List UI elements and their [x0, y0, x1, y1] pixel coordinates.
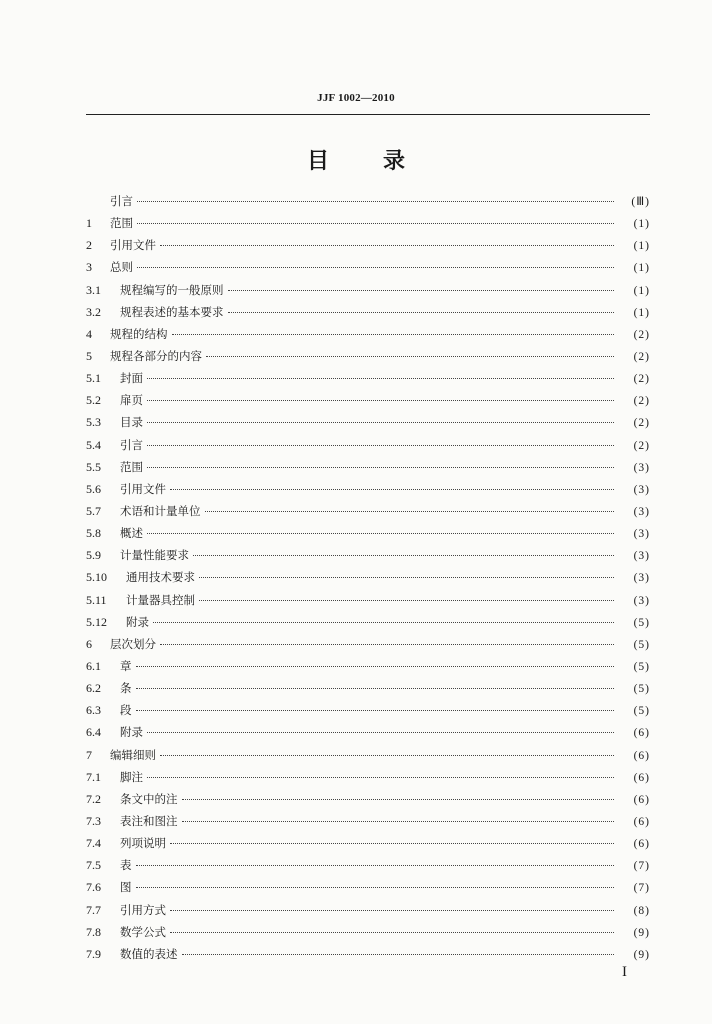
- toc-entry-page: (6): [633, 727, 650, 740]
- table-of-contents: [86, 190, 650, 965]
- toc-entry[interactable]: [86, 921, 650, 943]
- toc-entry-title: 引言: [110, 194, 133, 208]
- toc-entry-page: (3): [633, 572, 650, 585]
- toc-entry[interactable]: [86, 389, 650, 411]
- toc-entry-title: 表注和图注: [120, 813, 178, 828]
- dot-leader: [206, 355, 614, 357]
- dot-leader: [147, 399, 614, 401]
- toc-entry-title: 规程各部分的内容: [110, 348, 202, 363]
- toc-entry[interactable]: [86, 212, 650, 234]
- toc-entry-page: (1): [633, 306, 650, 319]
- toc-entry-number: 6.3: [86, 703, 101, 718]
- toc-entry[interactable]: [86, 655, 650, 677]
- title-char-right: 录: [383, 149, 406, 174]
- dot-leader: [193, 554, 614, 556]
- toc-entry-title: 规程表述的基本要求: [120, 304, 224, 319]
- toc-entry-number: 6: [86, 636, 92, 651]
- toc-entry[interactable]: [86, 323, 650, 345]
- toc-entry-number: 1: [86, 216, 92, 231]
- dot-leader: [160, 244, 614, 246]
- toc-entry-title: 数学公式: [120, 924, 166, 939]
- toc-entry[interactable]: [86, 876, 650, 898]
- toc-entry[interactable]: [86, 301, 650, 323]
- toc-entry-number: 2: [86, 238, 92, 253]
- toc-entry-page: (5): [633, 660, 650, 673]
- toc-entry-page: (3): [633, 483, 650, 496]
- toc-entry-page: (Ⅲ): [631, 196, 650, 208]
- toc-entry-number: 5: [86, 348, 92, 363]
- toc-entry-title: 编辑细则: [110, 747, 156, 762]
- toc-entry-page: (7): [633, 882, 650, 895]
- toc-entry-title: 引言: [120, 437, 143, 452]
- toc-entry-page: (6): [633, 838, 650, 851]
- page-number: I: [622, 964, 627, 980]
- toc-entry-title: 目录: [120, 415, 143, 430]
- dot-leader: [205, 510, 615, 512]
- toc-entry-number: 7.2: [86, 791, 101, 806]
- toc-entry-number: 5.7: [86, 503, 101, 518]
- toc-entry-number: 3.1: [86, 282, 101, 297]
- toc-entry-number: 6.1: [86, 658, 101, 673]
- toc-entry[interactable]: [86, 190, 650, 212]
- toc-entry[interactable]: [86, 810, 650, 832]
- dot-leader: [137, 222, 614, 224]
- toc-entry-title: 术语和计量单位: [120, 503, 201, 518]
- toc-entry-page: (2): [633, 417, 650, 430]
- toc-entry[interactable]: [86, 699, 650, 721]
- dot-leader: [147, 444, 614, 446]
- toc-entry[interactable]: [86, 478, 650, 500]
- toc-entry-page: (3): [633, 594, 650, 607]
- toc-entry-page: (6): [633, 749, 650, 762]
- toc-entry-title: 层次划分: [110, 636, 156, 651]
- dot-leader: [170, 931, 614, 933]
- toc-entry-number: 7.8: [86, 924, 101, 939]
- toc-entry-page: (3): [633, 461, 650, 474]
- dot-leader: [170, 488, 614, 490]
- toc-entry[interactable]: [86, 589, 650, 611]
- toc-entry-number: 5.1: [86, 371, 101, 386]
- toc-entry-number: 7.3: [86, 813, 101, 828]
- toc-entry-title: 范围: [120, 459, 143, 474]
- document-code: JJF 1002—2010: [317, 92, 395, 104]
- toc-entry-page: (3): [633, 550, 650, 563]
- toc-entry-title: 总则: [110, 260, 133, 275]
- toc-entry-page: (2): [633, 350, 650, 363]
- toc-entry-number: 5.5: [86, 459, 101, 474]
- toc-entry-title: 附录: [120, 725, 143, 740]
- toc-entry-title: 附录: [126, 614, 149, 629]
- toc-entry-number: 7: [86, 747, 92, 762]
- toc-entry[interactable]: [86, 788, 650, 810]
- toc-entry-page: (2): [633, 395, 650, 408]
- toc-entry[interactable]: [86, 367, 650, 389]
- toc-entry-title: 章: [120, 658, 132, 673]
- page-title: [0, 144, 712, 175]
- toc-entry-page: (2): [633, 373, 650, 386]
- toc-entry[interactable]: [86, 611, 650, 633]
- toc-entry-number: 5.2: [86, 393, 101, 408]
- toc-entry-number: 3.2: [86, 304, 101, 319]
- dot-leader: [137, 200, 614, 202]
- toc-entry-page: (9): [633, 926, 650, 939]
- toc-entry[interactable]: [86, 434, 650, 456]
- dot-leader: [182, 820, 615, 822]
- dot-leader: [160, 643, 614, 645]
- toc-entry-page: (1): [633, 218, 650, 231]
- toc-entry-title: 段: [120, 703, 132, 718]
- toc-entry-title: 条文中的注: [120, 791, 178, 806]
- toc-entry-title: 范围: [110, 216, 133, 231]
- toc-entry[interactable]: [86, 566, 650, 588]
- toc-entry-title: 规程编写的一般原则: [120, 282, 224, 297]
- toc-entry-page: (6): [633, 815, 650, 828]
- toc-entry-number: 5.3: [86, 415, 101, 430]
- toc-entry[interactable]: [86, 345, 650, 367]
- toc-entry-page: (5): [633, 705, 650, 718]
- dot-leader: [136, 864, 615, 866]
- dot-leader: [147, 377, 614, 379]
- toc-entry-title: 计量器具控制: [126, 592, 195, 607]
- toc-entry-title: 引用文件: [120, 481, 166, 496]
- toc-entry-number: 7.6: [86, 880, 101, 895]
- toc-entry-title: 封面: [120, 371, 143, 386]
- dot-leader: [228, 289, 615, 291]
- toc-entry-page: (6): [633, 771, 650, 784]
- toc-entry-number: 5.6: [86, 481, 101, 496]
- toc-entry-page: (6): [633, 793, 650, 806]
- toc-entry[interactable]: [86, 832, 650, 854]
- toc-entry-number: 7.9: [86, 946, 101, 961]
- toc-entry-title: 条: [120, 681, 132, 696]
- header-rule: [86, 114, 650, 115]
- toc-entry[interactable]: [86, 633, 650, 655]
- toc-entry-number: 4: [86, 326, 92, 341]
- toc-entry-title: 脚注: [120, 769, 143, 784]
- toc-entry-page: (5): [633, 638, 650, 651]
- toc-entry-number: 6.2: [86, 681, 101, 696]
- dot-leader: [153, 621, 614, 623]
- toc-entry[interactable]: [86, 943, 650, 965]
- dot-leader: [136, 886, 615, 888]
- dot-leader: [182, 953, 615, 955]
- dot-leader: [147, 466, 614, 468]
- dot-leader: [182, 798, 615, 800]
- toc-entry-title: 规程的结构: [110, 326, 168, 341]
- toc-entry[interactable]: [86, 899, 650, 921]
- dot-leader: [136, 687, 615, 689]
- toc-entry[interactable]: [86, 456, 650, 478]
- toc-entry-page: (2): [633, 439, 650, 452]
- toc-entry[interactable]: [86, 522, 650, 544]
- dot-leader: [199, 576, 614, 578]
- toc-entry-number: 7.4: [86, 836, 101, 851]
- toc-entry[interactable]: [86, 234, 650, 256]
- dot-leader: [160, 754, 614, 756]
- dot-leader: [199, 599, 614, 601]
- toc-entry[interactable]: [86, 500, 650, 522]
- toc-entry-number: 5.10: [86, 570, 107, 585]
- toc-entry-page: (1): [633, 284, 650, 297]
- toc-entry[interactable]: [86, 854, 650, 876]
- dot-leader: [136, 709, 615, 711]
- toc-entry-number: 7.1: [86, 769, 101, 784]
- title-char-left: 目: [306, 149, 329, 174]
- toc-entry[interactable]: [86, 677, 650, 699]
- toc-entry-number: 5.4: [86, 437, 101, 452]
- toc-entry-page: (9): [633, 948, 650, 961]
- dot-leader: [170, 842, 614, 844]
- toc-entry[interactable]: [86, 279, 650, 301]
- toc-entry[interactable]: [86, 744, 650, 766]
- dot-leader: [147, 731, 614, 733]
- dot-leader: [147, 776, 614, 778]
- dot-leader: [147, 532, 614, 534]
- toc-entry-page: (7): [633, 860, 650, 873]
- toc-entry-page: (2): [633, 328, 650, 341]
- toc-entry-title: 列项说明: [120, 836, 166, 851]
- toc-entry-title: 引用文件: [110, 238, 156, 253]
- dot-leader: [170, 909, 614, 911]
- toc-entry-page: (8): [633, 904, 650, 917]
- toc-entry-title: 通用技术要求: [126, 570, 195, 585]
- toc-entry-number: 3: [86, 260, 92, 275]
- toc-entry-page: (5): [633, 683, 650, 696]
- toc-entry[interactable]: [86, 411, 650, 433]
- toc-entry-title: 概述: [120, 526, 143, 541]
- toc-entry-number: 7.5: [86, 858, 101, 873]
- toc-entry-title: 图: [120, 880, 132, 895]
- dot-leader: [137, 266, 614, 268]
- toc-entry-page: (3): [633, 528, 650, 541]
- toc-entry-page: (1): [633, 262, 650, 275]
- dot-leader: [172, 333, 615, 335]
- toc-entry-page: (1): [633, 240, 650, 253]
- toc-entry-number: 5.8: [86, 526, 101, 541]
- toc-entry[interactable]: [86, 544, 650, 566]
- dot-leader: [147, 421, 614, 423]
- toc-entry[interactable]: [86, 721, 650, 743]
- toc-entry-number: 5.12: [86, 614, 107, 629]
- toc-entry-number: 7.7: [86, 902, 101, 917]
- toc-entry-title: 引用方式: [120, 902, 166, 917]
- toc-entry-number: 5.9: [86, 548, 101, 563]
- toc-entry-page: (5): [633, 616, 650, 629]
- dot-leader: [136, 665, 615, 667]
- dot-leader: [228, 311, 615, 313]
- toc-entry[interactable]: [86, 766, 650, 788]
- toc-entry[interactable]: [86, 256, 650, 278]
- toc-entry-number: 6.4: [86, 725, 101, 740]
- toc-entry-page: (3): [633, 505, 650, 518]
- toc-entry-title: 数值的表述: [120, 946, 178, 961]
- toc-entry-title: 扉页: [120, 393, 143, 408]
- toc-entry-number: 5.11: [86, 592, 107, 607]
- toc-entry-title: 表: [120, 858, 132, 873]
- toc-entry-title: 计量性能要求: [120, 548, 189, 563]
